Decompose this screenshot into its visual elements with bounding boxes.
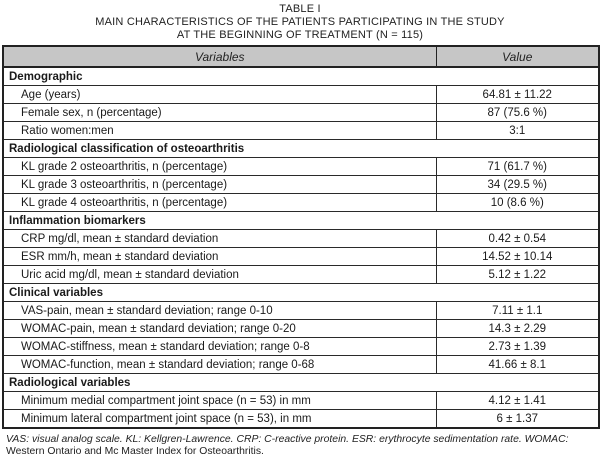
section-row (3, 140, 599, 158)
value-cell: 6 ± 1.37 (436, 410, 599, 429)
variable-cell: VAS-pain, mean ± standard deviation; range 0-10 (3, 302, 436, 320)
variable-cell: CRP mg/dl, mean ± standard deviation (3, 230, 436, 248)
footnote-line1: VAS: visual analog scale. KL: Kellgren-Lawrence. CRP: C-reactive protein. ESR: erythrocyte sedimentation rate. WOMAC: (6, 434, 569, 445)
table-row (3, 248, 599, 266)
footnote-line2: Western Ontario and Mc Master Index for Osteoarthritis. (6, 445, 264, 457)
value-cell: 10 (8.6 %) (436, 194, 599, 212)
column-header-variables: Variables (3, 46, 436, 67)
value-cell: 14.52 ± 10.14 (436, 248, 599, 266)
table-row (3, 356, 599, 374)
table-caption-line2: AT THE BEGINNING OF TREATMENT (N = 115) (176, 29, 424, 41)
value-cell: 0.42 ± 0.54 (436, 230, 599, 248)
value-cell: 71 (61.7 %) (436, 158, 599, 176)
section-row (3, 284, 599, 302)
variable-cell: KL grade 3 osteoarthritis, n (percentage) (3, 176, 436, 194)
table-row (3, 158, 599, 176)
value-cell: 2.73 ± 1.39 (436, 338, 599, 356)
section-row (3, 67, 599, 86)
table-row (3, 104, 599, 122)
table-row (3, 176, 599, 194)
table-row (3, 230, 599, 248)
value-cell: 87 (75.6 %) (436, 104, 599, 122)
table-row (3, 302, 599, 320)
variable-cell: WOMAC-pain, mean ± standard deviation; range 0-20 (3, 320, 436, 338)
table-footnote (6, 434, 594, 457)
section-row (3, 374, 599, 392)
table-row (3, 194, 599, 212)
section-label: Radiological variables (3, 374, 599, 392)
section-label: Clinical variables (3, 284, 599, 302)
value-cell: 64.81 ± 11.22 (436, 86, 599, 104)
variable-cell: Uric acid mg/dl, mean ± standard deviation (3, 266, 436, 284)
variable-cell: ESR mm/h, mean ± standard deviation (3, 248, 436, 266)
section-label: Demographic (3, 67, 599, 86)
header-row (3, 46, 599, 67)
table-row (3, 320, 599, 338)
table-title-block (0, 0, 600, 42)
value-cell: 34 (29.5 %) (436, 176, 599, 194)
variable-cell: Minimum lateral compartment joint space (n = 53), in mm (3, 410, 436, 429)
table-row (3, 338, 599, 356)
section-row (3, 212, 599, 230)
value-cell: 5.12 ± 1.22 (436, 266, 599, 284)
section-label: Radiological classification of osteoarthritis (3, 140, 599, 158)
variable-cell: Age (years) (3, 86, 436, 104)
table-row (3, 410, 599, 429)
variable-cell: Female sex, n (percentage) (3, 104, 436, 122)
variable-cell: WOMAC-function, mean ± standard deviation; range 0-68 (3, 356, 436, 374)
table-row (3, 392, 599, 410)
value-cell: 14.3 ± 2.29 (436, 320, 599, 338)
table-body (3, 67, 599, 428)
value-cell: 7.11 ± 1.1 (436, 302, 599, 320)
characteristics-table (2, 45, 600, 429)
column-header-value: Value (436, 46, 599, 67)
value-cell: 41.66 ± 8.1 (436, 356, 599, 374)
table-row (3, 266, 599, 284)
value-cell: 3:1 (436, 122, 599, 140)
variable-cell: KL grade 2 osteoarthritis, n (percentage) (3, 158, 436, 176)
table-number: TABLE I (279, 3, 321, 15)
table-row (3, 122, 599, 140)
section-label: Inflammation biomarkers (3, 212, 599, 230)
variable-cell: WOMAC-stiffness, mean ± standard deviation; range 0-8 (3, 338, 436, 356)
value-cell: 4.12 ± 1.41 (436, 392, 599, 410)
variable-cell: KL grade 4 osteoarthritis, n (percentage) (3, 194, 436, 212)
table-caption-line1: MAIN CHARACTERISTICS OF THE PATIENTS PARTICIPATING IN THE STUDY (95, 16, 505, 28)
variable-cell: Ratio women:men (3, 122, 436, 140)
table-row (3, 86, 599, 104)
variable-cell: Minimum medial compartment joint space (n = 53) in mm (3, 392, 436, 410)
